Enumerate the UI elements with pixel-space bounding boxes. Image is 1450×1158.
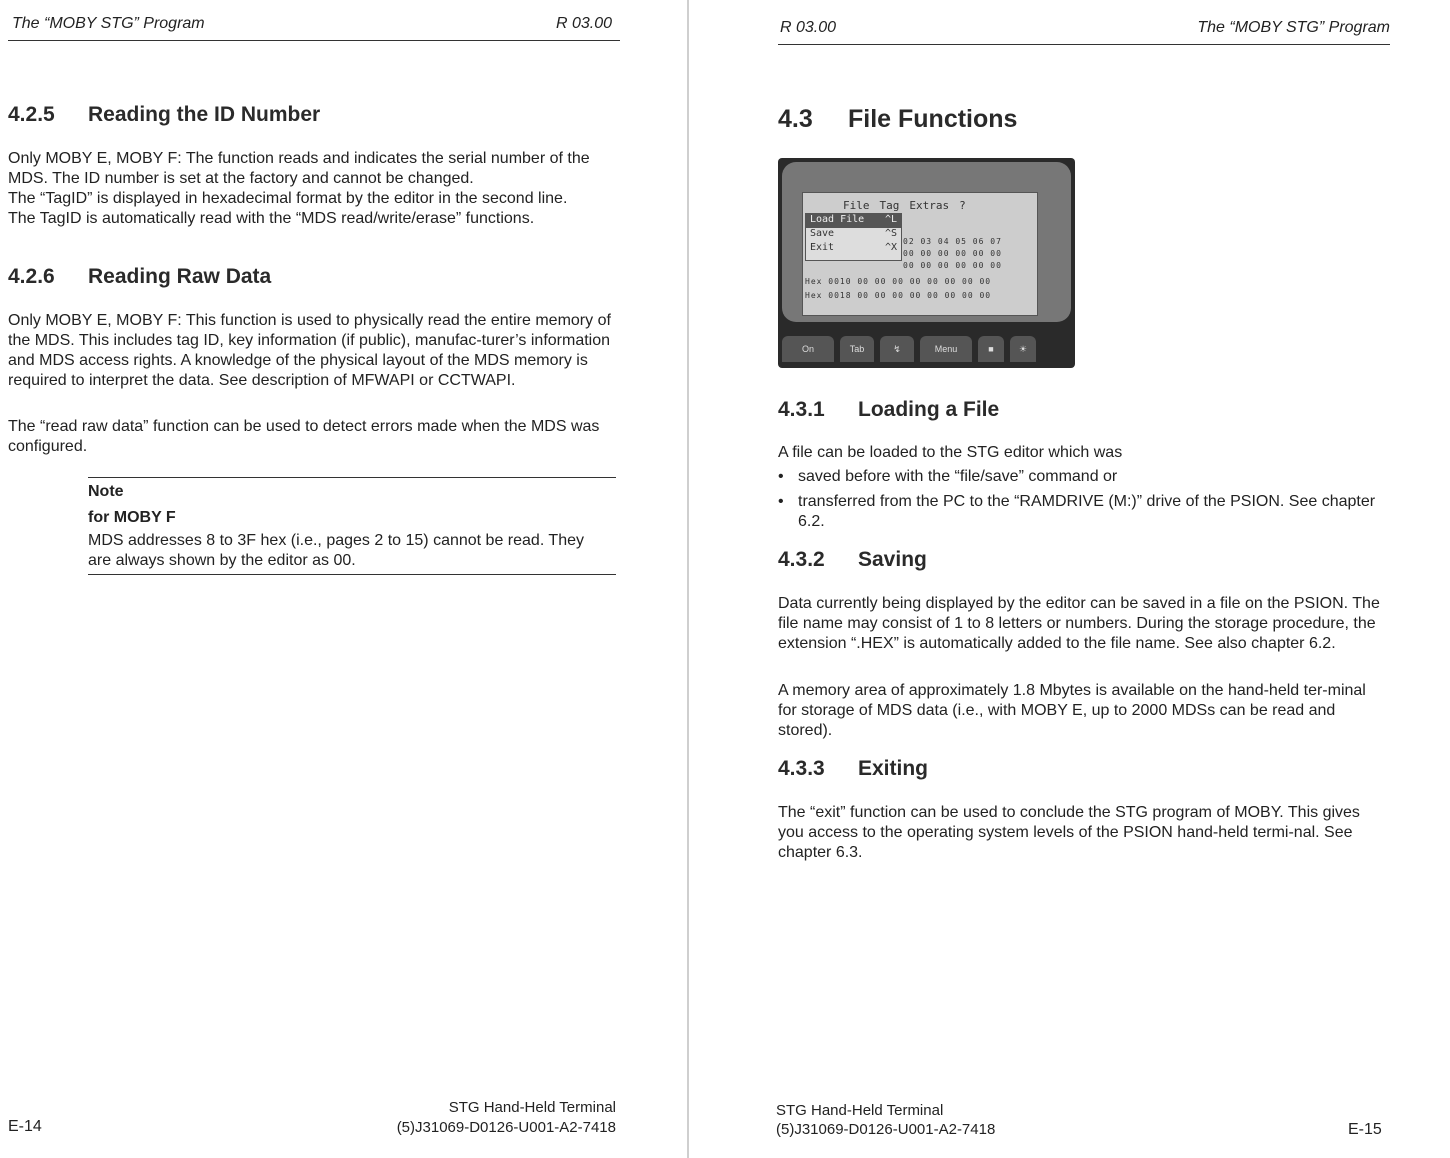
page-number: E-15	[1348, 1121, 1382, 1138]
section-number: 4.2.6	[8, 265, 55, 288]
screen-menu-file: File	[843, 199, 870, 212]
screen-hex-row: 02 03 04 05 06 07	[903, 237, 1002, 246]
section-heading-4-3-3	[778, 757, 928, 781]
note-text: MDS addresses 8 to 3F hex (i.e., pages 2 to 15) cannot be read. They are always shown by the editor as 00.	[88, 532, 584, 569]
paragraph: Only MOBY E, MOBY F: This function is used to physically read the entire memory of the MDS. This includes tag ID, key information (if public), manufac-turer’s information and MDS access rights. A knowledge of the physical layout of the MDS memory is required to interpret the data. See description of MFWAPI or CCTWAPI.	[8, 312, 611, 389]
footer-line: STG Hand-Held Terminal	[448, 1099, 616, 1116]
screen-hex-row: 00 00 00 00 00 00	[903, 249, 1002, 258]
handheld-screenshot	[778, 158, 1075, 368]
section-title: Exiting	[858, 757, 929, 780]
section-title: Reading Raw Data	[88, 265, 272, 288]
paragraph: The TagID is automatically read with the “MDS read/write/erase” functions.	[8, 210, 535, 227]
keypad-row	[778, 336, 1075, 368]
bullet-item: • transferred from the PC to the “RAMDRIVE (M:)” drive of the PSION. See chapter 6.2.	[778, 492, 1388, 532]
note-bottom-rule	[88, 574, 616, 575]
screen-menu-extras: Extras	[909, 199, 950, 212]
header-rule	[778, 44, 1390, 45]
footer-line: STG Hand-Held Terminal	[776, 1102, 944, 1119]
screen-menu-tag: Tag	[879, 199, 900, 212]
section-number: 4.3.2	[778, 548, 825, 571]
screen-item-load-file: Load File ^L	[806, 214, 901, 228]
section-title: Saving	[858, 548, 927, 571]
header-revision: R 03.00	[556, 15, 613, 32]
key-light-icon: ☀	[1010, 336, 1036, 362]
paragraph: Data currently being displayed by the editor can be saved in a file on the PSION. The file name may consist of 1 to 8 letters or numbers. During the storage procedure, the extension “.HEX” is automatically added to the file name. See also chapter 6.2.	[778, 595, 1380, 652]
paragraph: Only MOBY E, MOBY F: The function reads and indicates the serial number of the MDS. The ID number is set at the factory and cannot be changed.	[8, 150, 590, 187]
section-number: 4.3.3	[778, 757, 825, 780]
key-menu: Menu	[920, 336, 972, 362]
screen-hex-row: Hex 0018 00 00 00 00 00 00 00 00	[805, 291, 992, 300]
screen-bezel	[782, 162, 1071, 322]
paragraph: A memory area of approximately 1.8 Mbytes is available on the hand-held ter-minal for storage of MDS data (i.e., with MOBY E, up to 2000 MDSs can be read and stored).	[778, 682, 1366, 739]
screen-hex-row: Hex 0010 00 00 00 00 00 00 00 00	[805, 277, 992, 286]
lcd-display	[802, 192, 1038, 316]
right-page	[690, 0, 1450, 1158]
screen-menubar	[803, 199, 1037, 213]
section-heading-4-3-2	[778, 548, 927, 572]
section-heading-4-3	[778, 105, 1017, 134]
screen-item-save: Save ^S	[810, 228, 897, 239]
footer-line: (5)J31069-D0126-U001-A2-7418	[396, 1119, 616, 1136]
bullet-item: • saved before with the “file/save” command or	[778, 467, 1388, 487]
section-number: 4.2.5	[8, 103, 55, 126]
screen-item-exit: Exit ^X	[810, 242, 897, 253]
screen-file-dropdown	[805, 213, 902, 261]
page-number: E-14	[8, 1118, 42, 1135]
note-title: Note	[88, 483, 124, 500]
section-number: 4.3.1	[778, 398, 825, 421]
key-contrast-icon: ■	[978, 336, 1004, 362]
section-title: Loading a File	[858, 398, 1000, 421]
paragraph: The “read raw data” function can be used to detect errors made when the MDS was configured.	[8, 418, 600, 455]
section-title: File Functions	[848, 105, 1018, 133]
key-tab: Tab	[840, 336, 874, 362]
screen-menu-help: ?	[959, 199, 966, 212]
paragraph: A file can be loaded to the STG editor which was	[778, 444, 1123, 461]
section-number: 4.3	[778, 105, 813, 133]
paragraph: The “exit” function can be used to conclude the STG program of MOBY. This gives you access to the operating system levels of the PSION hand-held termi-nal. See chapter 6.3.	[778, 804, 1360, 861]
header-title: The “MOBY STG” Program	[12, 15, 205, 32]
screen-hex-row: 00 00 00 00 00 00	[903, 261, 1002, 270]
header-title: The “MOBY STG” Program	[1197, 19, 1390, 36]
footer-line: (5)J31069-D0126-U001-A2-7418	[776, 1121, 996, 1138]
section-heading-4-2-5	[8, 103, 320, 127]
key-power-icon: ↯	[880, 336, 914, 362]
header-revision: R 03.00	[780, 19, 837, 36]
section-heading-4-3-1	[778, 398, 999, 422]
left-page	[0, 0, 690, 1158]
section-heading-4-2-6	[8, 265, 271, 289]
note-top-rule	[88, 477, 616, 478]
section-title: Reading the ID Number	[88, 103, 321, 126]
note-subtitle: for MOBY F	[88, 509, 176, 526]
paragraph: The “TagID” is displayed in hexadecimal format by the editor in the second line.	[8, 190, 568, 207]
header-rule	[8, 40, 620, 41]
key-on: On	[782, 336, 834, 362]
